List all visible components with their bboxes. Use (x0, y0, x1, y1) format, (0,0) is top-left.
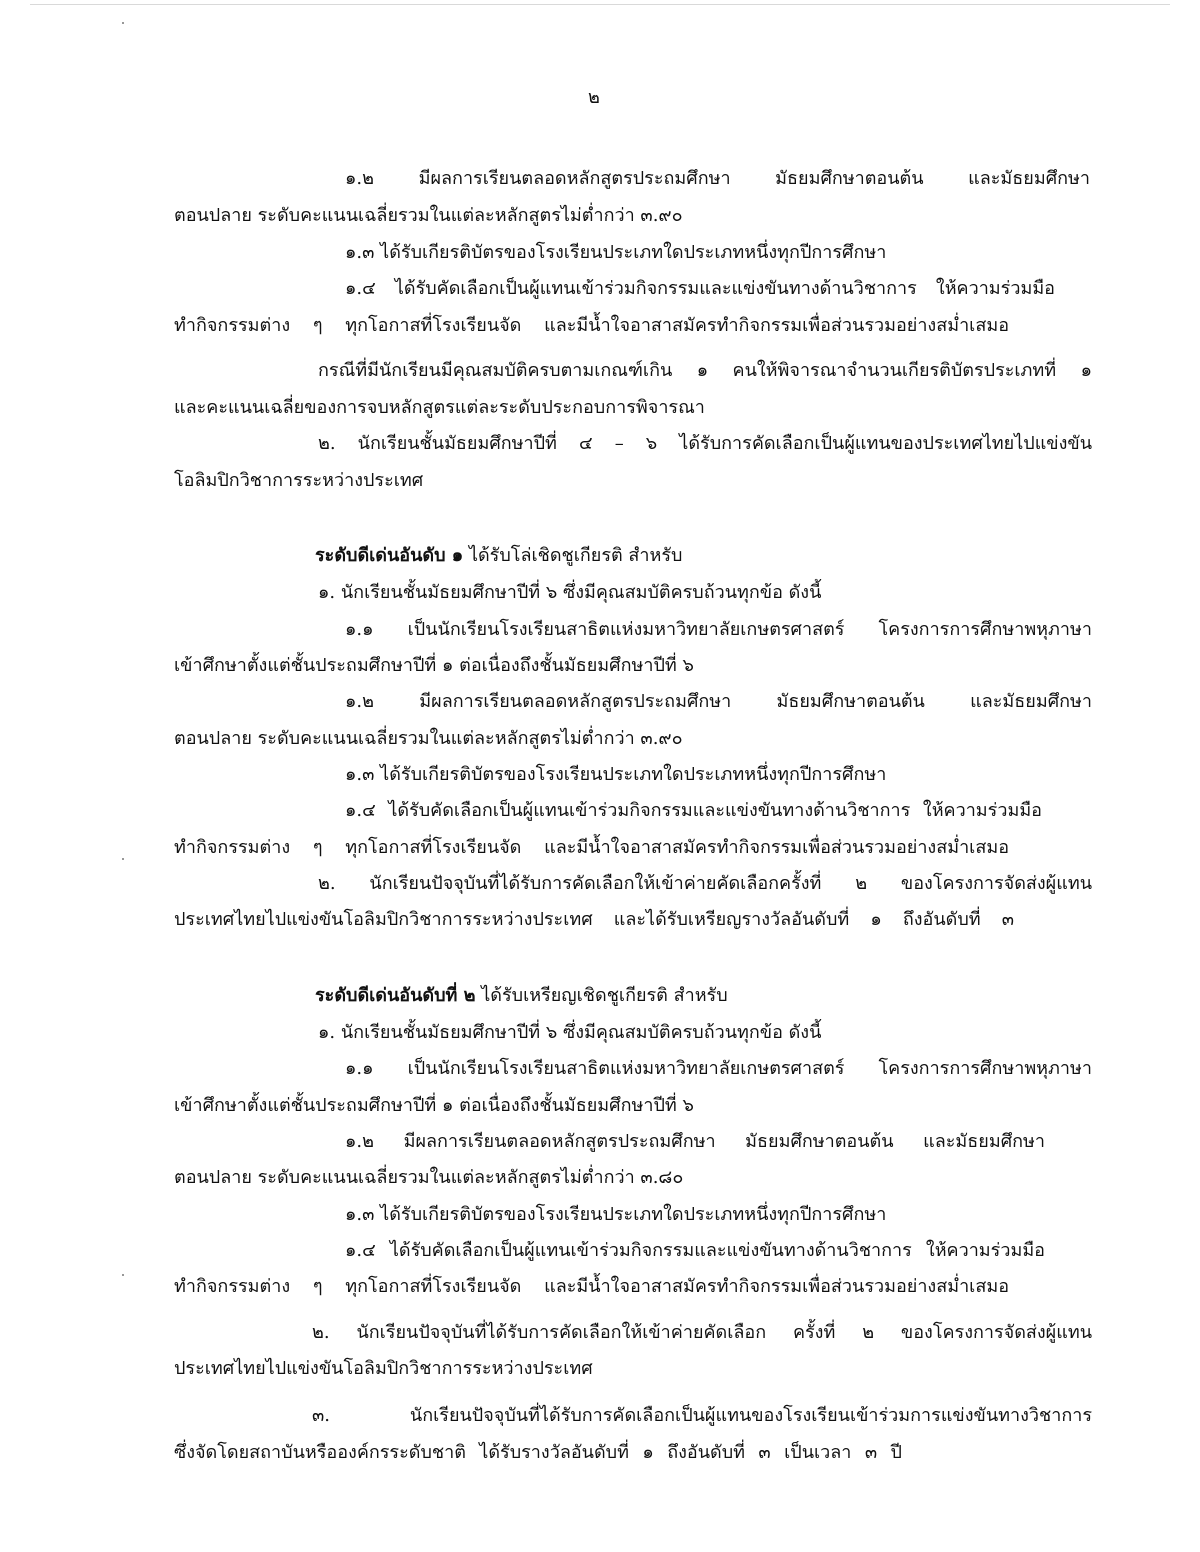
level-1-criteria-1-1-line-a: ๑.๑ เป็นนักเรียนโรงเรียนสาธิตแห่งมหาวิทยาลัยเกษตรศาสตร์ โครงการการศึกษาพหุภาษา (345, 619, 1092, 640)
scan-dot (122, 1274, 124, 1276)
criteria-1-2-line-b: ตอนปลาย ระดับคะแนนเฉลี่ยรวมในแต่ละหลักสูตรไม่ต่ำกว่า ๓.๙๐ (174, 205, 683, 226)
level-1-criteria-2-line-b: ประเทศไทยไปแข่งขันโอลิมปิกวิชาการระหว่างประเทศ และได้รับเหรียญรางวัลอันดับที่ ๑ ถึงอันดับที่ ๓ (174, 909, 1014, 930)
level-2-criteria-1-2-line-a: ๑.๒ มีผลการเรียนตลอดหลักสูตรประถมศึกษา มัธยมศึกษาตอนต้น และมัธยมศึกษา (345, 1131, 1045, 1152)
criteria-1-4-line-a: ๑.๔ ได้รับคัดเลือกเป็นผู้แทนเข้าร่วมกิจกรรมและแข่งขันทางด้านวิชาการ ให้ความร่วมมือ (345, 278, 1055, 299)
level-2-criteria-1-4-line-a: ๑.๔ ได้รับคัดเลือกเป็นผู้แทนเข้าร่วมกิจกรรมและแข่งขันทางด้านวิชาการ ให้ความร่วมมือ (345, 1240, 1045, 1261)
criteria-1-2-line-a: ๑.๒ มีผลการเรียนตลอดหลักสูตรประถมศึกษา มัธยมศึกษาตอนต้น และมัธยมศึกษา (345, 168, 1090, 189)
scan-edge-line (30, 4, 1170, 5)
level-1-criteria-1-2-line-a: ๑.๒ มีผลการเรียนตลอดหลักสูตรประถมศึกษา มัธยมศึกษาตอนต้น และมัธยมศึกษา (345, 691, 1092, 712)
tie-case-line-a: กรณีที่มีนักเรียนมีคุณสมบัติครบตามเกณฑ์เกิน ๑ คนให้พิจารณาจำนวนเกียรติบัตรประเภทที่ ๑ (318, 360, 1092, 381)
level-2-criteria-1: ๑. นักเรียนชั้นมัธยมศึกษาปีที่ ๖ ซึ่งมีคุณสมบัติครบถ้วนทุกข้อ ดังนี้ (318, 1022, 822, 1043)
criteria-1-4-line-b: ทำกิจกรรมต่าง ๆ ทุกโอกาสที่โรงเรียนจัด และมีน้ำใจอาสาสมัครทำกิจกรรมเพื่อส่วนรวมอย่างสม่ำเสมอ (174, 315, 1009, 336)
scan-dot (122, 858, 124, 860)
level-2-criteria-1-1-line-b: เข้าศึกษาตั้งแต่ชั้นประถมศึกษาปีที่ ๑ ต่อเนื่องถึงชั้นมัธยมศึกษาปีที่ ๖ (174, 1095, 694, 1116)
level-1-criteria-1-4-line-a: ๑.๔ ได้รับคัดเลือกเป็นผู้แทนเข้าร่วมกิจกรรมและแข่งขันทางด้านวิชาการ ให้ความร่วมมือ (345, 800, 1042, 821)
level-2-criteria-2-line-b: ประเทศไทยไปแข่งขันโอลิมปิกวิชาการระหว่างประเทศ (174, 1358, 593, 1379)
level-2-heading-rest: ได้รับเหรียญเชิดชูเกียรติ สำหรับ (475, 985, 728, 1006)
level-1-heading-rest: ได้รับโล่เชิดชูเกียรติ สำหรับ (463, 545, 683, 566)
criteria-2-line-b: โอลิมปิกวิชาการระหว่างประเทศ (174, 470, 424, 491)
criteria-2-line-a: ๒. นักเรียนชั้นมัธยมศึกษาปีที่ ๔ – ๖ ได้รับการคัดเลือกเป็นผู้แทนของประเทศไทยไปแข่งขัน (318, 433, 1092, 454)
scan-dot (122, 22, 124, 24)
level-1-heading-bold: ระดับดีเด่นอันดับ ๑ (315, 545, 464, 566)
level-1-criteria-2-line-a: ๒. นักเรียนปัจจุบันที่ได้รับการคัดเลือกให้เข้าค่ายคัดเลือกครั้งที่ ๒ ของโครงการจัดส่งผู้แทน (318, 873, 1092, 894)
level-2-criteria-1-4-line-b: ทำกิจกรรมต่าง ๆ ทุกโอกาสที่โรงเรียนจัด และมีน้ำใจอาสาสมัครทำกิจกรรมเพื่อส่วนรวมอย่างสม่ำเสมอ (174, 1276, 1009, 1297)
level-2-criteria-2-line-a: ๒. นักเรียนปัจจุบันที่ได้รับการคัดเลือกให้เข้าค่ายคัดเลือก ครั้งที่ ๒ ของโครงการจัดส่งผู้แทน (312, 1322, 1092, 1343)
level-1-criteria-1-4-line-b: ทำกิจกรรมต่าง ๆ ทุกโอกาสที่โรงเรียนจัด และมีน้ำใจอาสาสมัครทำกิจกรรมเพื่อส่วนรวมอย่างสม่ำเสมอ (174, 837, 1009, 858)
level-2-criteria-1-2-line-b: ตอนปลาย ระดับคะแนนเฉลี่ยรวมในแต่ละหลักสูตรไม่ต่ำกว่า ๓.๘๐ (174, 1167, 684, 1188)
page-number: ๒ (588, 87, 600, 108)
level-2-heading-bold: ระดับดีเด่นอันดับที่ ๒ (315, 985, 476, 1006)
level-1-heading (315, 545, 682, 567)
level-2-criteria-3-line-b: ซึ่งจัดโดยสถาบันหรือองค์กรระดับชาติ ได้รับรางวัลอันดับที่ ๑ ถึงอันดับที่ ๓ เป็นเวลา ๓ ปี (174, 1442, 902, 1463)
level-1-criteria-1: ๑. นักเรียนชั้นมัธยมศึกษาปีที่ ๖ ซึ่งมีคุณสมบัติครบถ้วนทุกข้อ ดังนี้ (318, 582, 822, 603)
level-1-criteria-1-1-line-b: เข้าศึกษาตั้งแต่ชั้นประถมศึกษาปีที่ ๑ ต่อเนื่องถึงชั้นมัธยมศึกษาปีที่ ๖ (174, 655, 694, 676)
level-2-criteria-1-3: ๑.๓ ได้รับเกียรติบัตรของโรงเรียนประเภทใดประเภทหนึ่งทุกปีการศึกษา (345, 1204, 887, 1225)
level-2-criteria-1-1-line-a: ๑.๑ เป็นนักเรียนโรงเรียนสาธิตแห่งมหาวิทยาลัยเกษตรศาสตร์ โครงการการศึกษาพหุภาษา (345, 1058, 1092, 1079)
level-2-heading (315, 985, 728, 1007)
tie-case-line-b: และคะแนนเฉลี่ยของการจบหลักสูตรแต่ละระดับประกอบการพิจารณา (174, 397, 705, 418)
criteria-1-3: ๑.๓ ได้รับเกียรติบัตรของโรงเรียนประเภทใดประเภทหนึ่งทุกปีการศึกษา (345, 242, 887, 263)
level-1-criteria-1-3: ๑.๓ ได้รับเกียรติบัตรของโรงเรียนประเภทใดประเภทหนึ่งทุกปีการศึกษา (345, 764, 887, 785)
level-2-criteria-3-line-a: ๓. นักเรียนปัจจุบันที่ได้รับการคัดเลือกเป็นผู้แทนของโรงเรียนเข้าร่วมการแข่งขันทางวิชาการ (312, 1405, 1092, 1426)
level-1-criteria-1-2-line-b: ตอนปลาย ระดับคะแนนเฉลี่ยรวมในแต่ละหลักสูตรไม่ต่ำกว่า ๓.๙๐ (174, 728, 683, 749)
